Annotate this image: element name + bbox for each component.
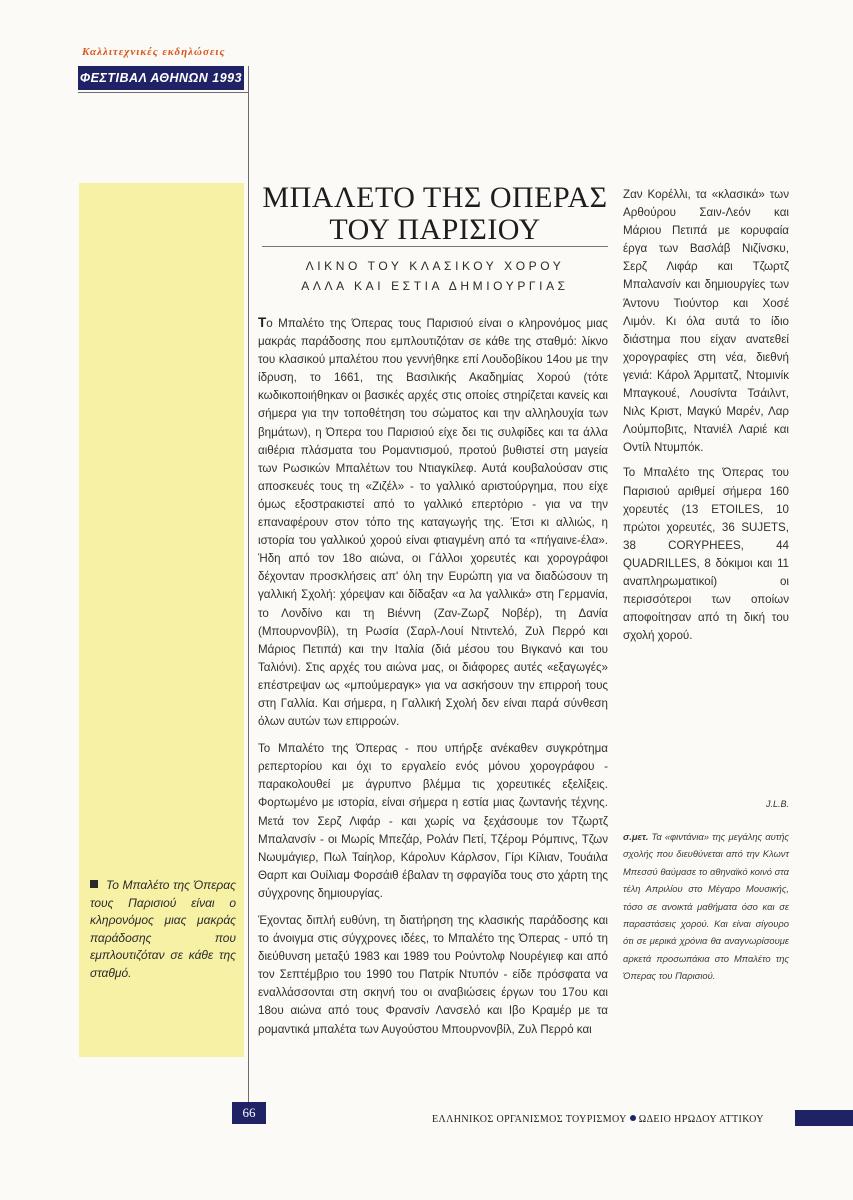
festival-banner: ΦΕΣΤΙΒΑΛ ΑΘΗΝΩΝ 1993 (78, 66, 244, 90)
header-rule (78, 92, 248, 93)
title-line-1: ΜΠΑΛΕΤΟ ΤΗΣ ΟΠΕΡΑΣ (262, 181, 608, 214)
footer-organization: ΕΛΛΗΝΙΚΟΣ ΟΡΓΑΝΙΣΜΟΣ ΤΟΥΡΙΣΜΟΥ (432, 1114, 627, 1125)
paragraph-4: Το Μπαλέτο της Όπερας του Παρισιού αριθμεί σήμερα 160 χορευτές (13 ETOILES, 10 πρώτοι χορευτές, 36 SUJETS, 38 CORYPHEES, 44 QUADRILLES, 8 δόκιμοι και 11 αναπληρωματικοί) οι περισσότεροι των οποίων αποφοίτησαν από τη δική του σχολή χορού. (623, 466, 789, 643)
section-kicker: Καλλιτεχνικές εκδηλώσεις (82, 46, 226, 58)
article-body-right (623, 186, 789, 652)
subtitle-line-2: ΑΛΛΑ ΚΑΙ ΕΣΤΙΑ ΔΗΜΙΟΥΡΓΙΑΣ (301, 279, 569, 293)
author-initials: J.L.B. (765, 799, 789, 809)
paragraph-3-continued: Ζαν Κορέλλι, τα «κλασικά» των Αρθούρου Σαιν-Λεόν και Μάριου Πετιπά με κορυφαία έργα των Βασλάβ Νιζίνσκυ, Σερζ Λιφάρ και Τζωρτζ Μπαλανσίν και δημιουργίες των Άντονυ Τιούντορ και Χοσέ Λιμόν. Κι όλα αυτά το ίδιο διάστημα που είχαν ανατεθεί χορογραφίες στη νέα, διεθνή γενιά: Κάρολ Άρμιτατζ, Ντομινίκ Μπαγκουέ, Λουσίντα Τσάιλντ, Νιλς Κριστ, Μαγκύ Μαρέν, Λαρ Λούμποβιτς, Ντανιέλ Λαριέ και Οντίλ Ντυμπόκ. (623, 188, 789, 455)
paragraph-1 (258, 314, 608, 731)
sidebar-caption-text: Το Μπαλέτο της Όπερας τους Παρισιού είναι ο κληρονόμος μιας μακράς παράδοσης που εμπλουτιζόταν σε κάθε της σταθμό. (90, 878, 236, 980)
footer-venue: ΩΔΕΙΟ ΗΡΩΔΟΥ ΑΤΤΙΚΟΥ (638, 1114, 764, 1125)
translator-note (623, 828, 789, 985)
article-title (262, 182, 608, 246)
sidebar-caption (90, 877, 236, 982)
subtitle-line-1: ΛΙΚΝΟ ΤΟΥ ΚΛΑΣΙΚΟΥ ΧΟΡΟΥ (305, 259, 565, 273)
footer-bullet-icon (630, 1115, 636, 1121)
title-line-2: ΤΟΥ ΠΑΡΙΣΙΟΥ (329, 213, 541, 246)
paragraph-3: Έχοντας διπλή ευθύνη, τη διατήρηση της κλασικής παράδοσης και το άνοιγμα στις σύγχρονες ιδέες, το Μπαλέτο της Όπερας - υπό τη διεύθυνση μεταξύ 1983 και 1989 του Ρούντολφ Νουρέγιεφ και από τον Σεπτέμβριο του 1990 του Πατρίκ Ντυπόν - είδε πρόσφατα να εναλλάσσονται στη σκηνή του οι αναβιώσεις έργων του 17ου και 18ου αιώνα από τους Φρανσίν Λανσελό και Ιβο Κραμέρ με τα ρομαντικά μπαλέτα των Αυγούστου Μπουρνονβίλ, Ζυλ Περρό και (258, 914, 608, 1036)
bullet-square-icon (90, 880, 98, 888)
column-divider (248, 66, 249, 1106)
title-rule (262, 246, 608, 247)
drop-cap: Τ (258, 315, 267, 330)
article-subtitle (262, 256, 608, 296)
article-body-main (258, 314, 608, 1048)
footer-bar (795, 1110, 853, 1126)
paragraph-1-text: ο Μπαλέτο της Όπερας τους Παρισιού είναι ο κληρονόμος μιας μακράς παράδοσης που εμπλουτιζόταν σε κάθε της σταθμό: λίκνο του κλασικού μπαλέτου που γεννήθηκε επί Λουδοβίκου 14ου με την ίδρυση, το 1661, της Βασιλικής Ακαδημίας Χορού (τότε κωδικοποιήθηκαν οι βασικές αρχές στις οποίες στηρίζεται κανείς και σήμερα για την τοποθέτηση του σώματος και την αλληλουχία των βημάτων), η Όπερα του Παρισιού είχε δει τις συλφίδες και τα άλλα αιθέρια πλάσματα του Ρομαντισμού, προτού βυθιστεί στη μαγεία των Ρωσικών Μπαλέτων του Ντιαγκίλεφ. Αυτά κουβαλούσαν στις αποσκευές τους τη «Ζιζέλ» - το γαλλικό αριστούργημα, που είχε όμως εξοστρακιστεί από το γαλλικό επερτόριο - για να την επαναφέρουν στον τόπο της καταγωγής της. Έτσι κι αλλιώς, η ιστορία του γαλλικού χορού είναι φτιαγμένη από τα «πήγαινε-έλα». Ήδη από τον 18ο αιώνα, οι Γάλλοι χορευτές και χορογράφοι δέχονταν προσκλήσεις απ' όλη την Ευρώπη για να διαδώσουν τη γαλλική Σχολή: χόρεψαν και δίδαξαν «α λα γαλλικά» στη Γερμανία, το Λονδίνο και τη Βιέννη (Ζαν-Ζωρζ Νοβέρ), τη Δανία (Μπουρνονβίλ), τη Ρωσία (Σαρλ-Λουί Ντιντελό, Ζυλ Περρό και Μάριος Πετιπά) και την Ιταλία (διά μέσου του Βιγκανό και του Ταλιόνι). Στις αρχές του αιώνα μας, οι διάφορες αυτές «εξαγωγές» επέστρεψαν ως «μπούμεραγκ» για να ασκήσουν την επιρροή τους στη Γαλλία. Και σήμερα, η Γαλλική Σχολή δεν είναι παρά σύνθεση όλων αυτών των επιρροών. (258, 317, 608, 729)
translator-note-label: σ.μετ. (623, 831, 649, 842)
page-number: 66 (232, 1102, 266, 1124)
translator-note-text: Τα «φιντάνια» της μεγάλης αυτής σχολής που διευθύνεται από την Κλωντ Μπεσσύ θαύμασε το αθηναϊκό κοινό στα τέλη Απριλίου στο Μέγαρο Μουσικής, τόσο σε ανοικτά μαθήματα όσο και σε παραστάσεις χορού. Και είναι σίγουρο ότι σε μερικά χρόνια θα αναγνωρίσουμε αρκετά προσωπάκια στο Μπαλέτο της Όπερας του Παρισιού. (623, 831, 789, 982)
footer-credits (432, 1114, 792, 1125)
paragraph-2: Το Μπαλέτο της Όπερας - που υπήρξε ανέκαθεν συγκρότημα ρεπερτορίου και όχι το εργαλείο ενός μόνου χορογράφου - παρακολουθεί με άγρυπνο βλέμμα τις χορευτικές εξελίξεις. Φορτωμένο με ιστορία, είναι σήμερα η εστία μιας ζωντανής τέχνης. Μετά τον Σερζ Λιφάρ - και χωρίς να ξεχάσουμε τον Τζωρτζ Μπαλανσίν - οι Μωρίς Μπεζάρ, Ρολάν Πετί, Τζέρομ Ρόμπινς, Τζων Νωυμάγιερ, Πωλ Ταίηλορ, Κάρολυν Κάρλσον, Γίρι Κίλιαν, Τουάιλα Θαρπ και Ουίλιαμ Φορσάιθ έβαλαν τη σφραγίδα τους στο χάρτη της σύγχρονης δημιουργίας. (258, 742, 608, 900)
